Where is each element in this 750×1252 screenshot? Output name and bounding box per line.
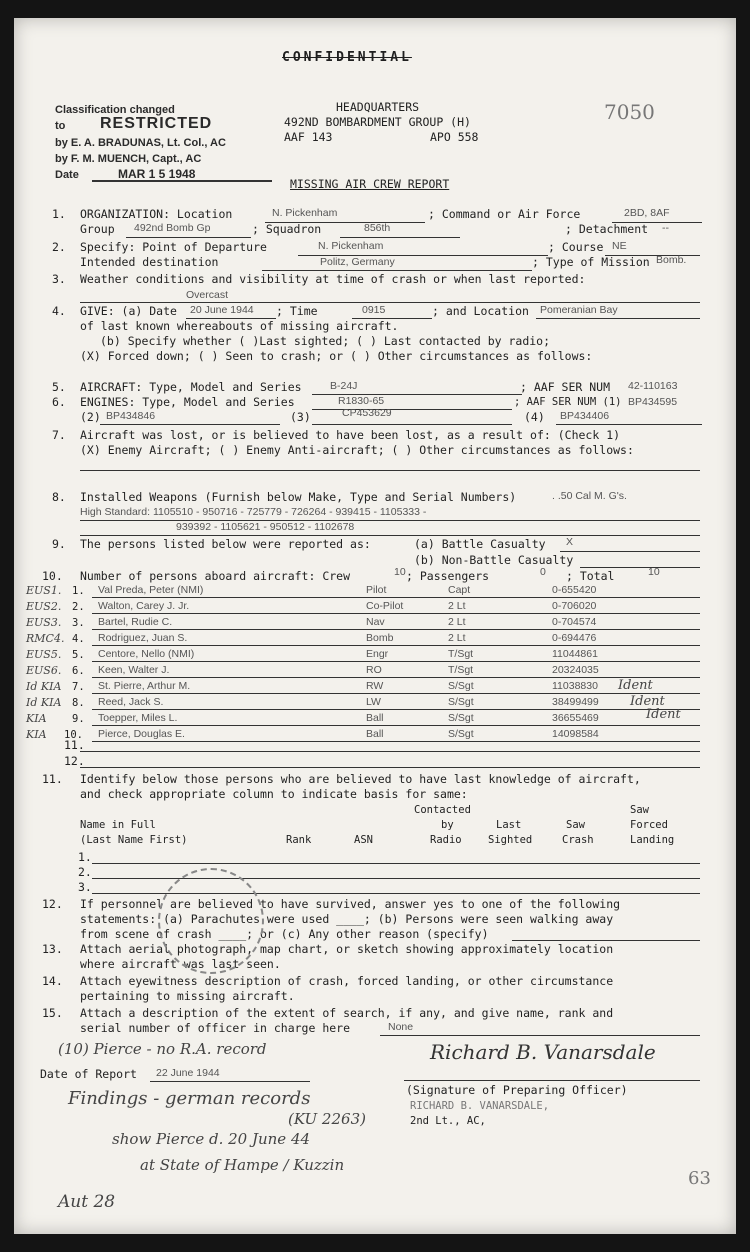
total-label: ; Total [566, 569, 615, 583]
handwritten-note-6: Aut 28 [58, 1192, 116, 1212]
casualty-label: The persons listed below were reported as: [80, 537, 371, 551]
crew-blank-11-line [80, 751, 700, 752]
crew-row-line [92, 613, 700, 614]
sernum-value: 42-110163 [628, 380, 678, 392]
squadron-line [340, 237, 460, 238]
eng2-label: (2) [80, 410, 101, 424]
s11-row1: 1. [78, 850, 92, 864]
crew-asn: 0-655420 [552, 584, 597, 596]
crew-number: 2. [72, 601, 85, 613]
crew-rank: T/Sgt [448, 648, 474, 660]
crew-row-line [92, 725, 700, 726]
mission-label: ; Type of Mission [532, 255, 650, 269]
crew-status-tag: EUS1. [26, 584, 62, 597]
s5-num: 5. [52, 380, 66, 394]
passengers-count: 0 [540, 566, 546, 578]
s11-row3: 3. [78, 880, 92, 894]
h-asn: ASN [354, 834, 373, 846]
weapons-serials-1: High Standard: 1105510 - 950716 - 725779 - 726264 - 939415 - 1105333 - [80, 506, 427, 518]
crew-asn: 11038830 [552, 680, 598, 692]
detachment-label: ; Detachment [565, 222, 649, 236]
s6-num: 6. [52, 395, 66, 409]
crew-number: 7. [72, 681, 85, 693]
h-sighted: Sighted [488, 834, 533, 846]
handwritten-note-3: (KU 2263) [288, 1110, 366, 1128]
crew-rank: 2 Lt [448, 616, 466, 628]
officer-rank: 2nd Lt., AC, [410, 1115, 486, 1127]
s15-line [380, 1035, 700, 1036]
weapons-serials-2: 939392 - 1105621 - 950512 - 1102678 [176, 521, 355, 533]
eng3-value: CP453629 [342, 407, 392, 419]
eng3-label: (3) [290, 410, 311, 424]
crew-name: Pierce, Douglas E. [98, 728, 185, 740]
crew-blank-11: 11. [64, 738, 85, 752]
search-officer-value: None [388, 1021, 414, 1033]
departure-value: N. Pickenham [318, 240, 384, 252]
crew-name: St. Pierre, Arthur M. [98, 680, 191, 692]
crew-status-tag: RMC4. [26, 632, 65, 645]
org-label: ORGANIZATION: Location [80, 207, 233, 221]
eng1-value: BP434595 [628, 396, 678, 408]
sernum-label: ; AAF SER NUM [520, 380, 611, 394]
s14-line1: Attach eyewitness description of crash, forced landing, or other circumstance [80, 974, 614, 988]
signature-line [404, 1080, 700, 1081]
s3-num: 3. [52, 272, 66, 286]
battle-casualty-value: X [566, 536, 574, 548]
h-landing: Landing [630, 834, 675, 846]
persons-aboard-label: Number of persons aboard aircraft: Crew [80, 569, 351, 583]
detachment-value: -- [662, 222, 669, 234]
s15-line1: Attach a description of the extent of search, if any, and give name, rank and [80, 1006, 614, 1020]
h-saw: Saw [566, 819, 585, 831]
crew-row-line [92, 661, 700, 662]
s12-line1: If personnel are believed to have survived, answer yes to one of the following [80, 897, 621, 911]
crew-position: Engr [366, 648, 389, 660]
s15-line2: serial number of officer in charge here [80, 1021, 351, 1035]
passengers-label: ; Passengers [406, 569, 490, 583]
s9-num: 9. [52, 537, 66, 551]
crew-count: 10 [394, 566, 406, 578]
page-number: 7050 [604, 100, 655, 124]
h-forced: Forced [630, 819, 668, 831]
crew-position: Pilot [366, 584, 387, 596]
crew-rank: S/Sgt [448, 680, 474, 692]
crew-row-line [92, 741, 700, 742]
weather-value: Overcast [186, 289, 229, 301]
engines-label: ENGINES: Type, Model and Series [80, 395, 295, 409]
s14-num: 14. [42, 974, 63, 988]
crew-status-tag: EUS2. [26, 600, 62, 613]
s13-line1: Attach aerial photograph, map chart, or sketch showing approximately location [80, 942, 614, 956]
crew-status-tag: KIA [26, 712, 47, 725]
crew-rank: 2 Lt [448, 632, 466, 644]
stamp-rule [92, 180, 272, 182]
ident-note-9: Ident [646, 707, 681, 722]
crew-row-line [92, 645, 700, 646]
destination-value: Politz, Germany [320, 256, 395, 268]
location-value: N. Pickenham [272, 207, 338, 219]
mission-value: Bomb. [656, 254, 687, 266]
crew-blank-12: 12. [64, 754, 85, 768]
hq-label: HEADQUARTERS [336, 100, 420, 114]
group-value: 492nd Bomb Gp [134, 222, 211, 234]
weather-label: Weather conditions and visibility at time of crash or when last reported: [80, 272, 586, 286]
s13-num: 13. [42, 942, 63, 956]
crew-row-line [92, 693, 700, 694]
aaf-number: AAF 143 [284, 130, 333, 144]
engines-value: R1830-65 [338, 395, 385, 407]
s4-line2: of last known whereabouts of missing aircraft. [80, 319, 399, 333]
classification-changed: Classification changed [55, 104, 175, 116]
crew-rank: S/Sgt [448, 712, 474, 724]
s13-line2: where aircraft was last seen. [80, 957, 281, 971]
date-label: GIVE: (a) Date [80, 304, 177, 318]
signature-label: (Signature of Preparing Officer) [406, 1083, 628, 1097]
report-date-label: Date of Report [40, 1067, 137, 1081]
non-battle-line [580, 567, 700, 568]
crew-asn: 14098584 [552, 728, 599, 740]
h-name2: (Last Name First) [80, 834, 188, 846]
crew-asn: 11044861 [552, 648, 598, 660]
weapons-label: Installed Weapons (Furnish below Make, Type and Serial Numbers) [80, 490, 517, 504]
battle-casualty-label: (a) Battle Casualty [414, 537, 546, 551]
crew-number: 10. [64, 729, 83, 741]
crew-status-tag: EUS3. [26, 616, 62, 629]
crew-position: RO [366, 664, 382, 676]
crew-number: 1. [72, 585, 85, 597]
time-value: 0915 [362, 304, 386, 316]
crew-status-tag: Id KIA [26, 696, 62, 709]
crew-asn: 20324035 [552, 664, 599, 676]
crew-row-line [92, 629, 700, 630]
crew-asn: 0-694476 [552, 632, 597, 644]
h-rank: Rank [286, 834, 312, 846]
s12-line2: statements: (a) Parachutes were used ____; (b) Persons were seen walking away [80, 912, 614, 926]
crew-name: Centore, Nello (NMI) [98, 648, 195, 660]
s4-line4: (X) Forced down; ( ) Seen to crash; or ( ) Other circumstances as follows: [80, 349, 593, 363]
destination-line [262, 270, 532, 271]
s2-num: 2. [52, 240, 66, 254]
h-contacted: Contacted [414, 804, 471, 816]
apo-number: APO 558 [430, 130, 479, 144]
weapons-line2 [80, 535, 700, 536]
crew-row-line [92, 597, 700, 598]
handwritten-note-1: (10) Pierce - no R.A. record [58, 1040, 267, 1058]
official-seal [158, 868, 264, 974]
s8-num: 8. [52, 490, 66, 504]
eng3-line [312, 424, 512, 425]
location-label: ; and Location [432, 304, 529, 318]
crew-status-tag: EUS6. [26, 664, 62, 677]
aircraft-value: B-24J [330, 380, 358, 392]
crew-asn: 38499499 [552, 696, 599, 708]
course-label: ; Course [548, 240, 604, 254]
confidential-stamp: CONFIDENTIAL [282, 50, 412, 65]
eng4-line [556, 424, 702, 425]
group-name: 492ND BOMBARDMENT GROUP (H) [284, 115, 471, 129]
command-label: ; Command or Air Force [428, 207, 581, 221]
s7-num: 7. [52, 428, 66, 442]
s12-line [512, 940, 700, 941]
s11-row2: 2. [78, 865, 92, 879]
crew-rank: S/Sgt [448, 728, 474, 740]
crew-row-line [92, 677, 700, 678]
s11-line1: Identify below those persons who are believed to have last knowledge of aircraft, [80, 772, 641, 786]
restricted-stamp: RESTRICTED [100, 115, 213, 132]
crew-position: Ball [366, 712, 384, 724]
h-by: by [441, 819, 454, 831]
crew-name: Toepper, Miles L. [98, 712, 178, 724]
crew-number: 6. [72, 665, 85, 677]
eng4-label: (4) [524, 410, 545, 424]
officer-name: RICHARD B. VANARSDALE, [410, 1100, 550, 1112]
classification-by1: by E. A. BRADUNAS, Lt. Col., AC [55, 137, 226, 149]
crew-status-tag: EUS5. [26, 648, 62, 661]
crash-location-line [536, 318, 700, 319]
eng2-line [100, 424, 280, 425]
s10-num: 10. [42, 569, 63, 583]
crew-position: Co-Pilot [366, 600, 404, 612]
s1-num: 1. [52, 207, 66, 221]
crash-location-value: Pomeranian Bay [540, 304, 618, 316]
time-label: ; Time [276, 304, 318, 318]
report-date-value: 22 June 1944 [156, 1067, 220, 1079]
s4-line3: (b) Specify whether ( )Last sighted; ( ) Last contacted by radio; [100, 334, 551, 348]
s11-num: 11. [42, 772, 63, 786]
command-value: 2BD, 8AF [624, 207, 670, 219]
crew-name: Bartel, Rudie C. [98, 616, 173, 628]
battle-casualty-line [560, 551, 700, 552]
s12-num: 12. [42, 897, 63, 911]
ident-note-8: Ident [630, 694, 665, 709]
crew-rank: 2 Lt [448, 600, 466, 612]
h-crash: Crash [562, 834, 594, 846]
crew-number: 5. [72, 649, 85, 661]
crew-position: Bomb [366, 632, 394, 644]
s4-num: 4. [52, 304, 66, 318]
s7-line [80, 470, 700, 471]
crew-rank: Capt [448, 584, 471, 596]
s11-line2: and check appropriate column to indicate basis for same: [80, 787, 468, 801]
h-name1: Name in Full [80, 819, 156, 831]
crew-rank: T/Sgt [448, 664, 474, 676]
report-date-line [150, 1081, 310, 1082]
crew-asn: 0-706020 [552, 600, 597, 612]
aircraft-label: AIRCRAFT: Type, Model and Series [80, 380, 302, 394]
departure-label: Specify: Point of Departure [80, 240, 267, 254]
crew-status-tag: KIA [26, 728, 47, 741]
crew-name: Keen, Walter J. [98, 664, 170, 676]
eng-sernum-label: ; AAF SER NUM (1) [514, 396, 622, 408]
page-corner-number: 63 [688, 1168, 711, 1189]
s7-line1: Aircraft was lost, or is believed to have been lost, as a result of: (Check 1) [80, 428, 621, 442]
crew-position: RW [366, 680, 384, 692]
crew-number: 3. [72, 617, 85, 629]
crew-number: 4. [72, 633, 85, 645]
non-battle-label: (b) Non-Battle Casualty [414, 553, 574, 567]
course-value: NE [612, 240, 627, 252]
s11-row1-line [92, 863, 700, 864]
crew-position: Nav [366, 616, 385, 628]
crew-rank: S/Sgt [448, 696, 474, 708]
h-radio: Radio [430, 834, 462, 846]
classification-date: MAR 1 5 1948 [118, 167, 196, 181]
crew-status-tag: Id KIA [26, 680, 62, 693]
crew-position: Ball [366, 728, 384, 740]
classification-by2: by F. M. MUENCH, Capt., AC [55, 153, 202, 165]
date-value: 20 June 1944 [190, 304, 254, 316]
handwritten-note-5: at State of Hampe / Kuzzin [140, 1156, 345, 1174]
ident-note-7: Ident [618, 678, 653, 693]
handwritten-note-2: Findings - german records [68, 1088, 311, 1109]
weather-line [80, 302, 700, 303]
squadron-value: 856th [364, 222, 391, 234]
crew-name: Val Preda, Peter (NMI) [98, 584, 204, 596]
h-last: Last [496, 819, 522, 831]
crew-name: Reed, Jack S. [98, 696, 164, 708]
crew-name: Rodriguez, Juan S. [98, 632, 188, 644]
crew-asn: 36655469 [552, 712, 599, 724]
classification-date-label: Date [55, 169, 79, 181]
weapons-caliber: . .50 Cal M. G's. [552, 490, 627, 502]
crew-position: LW [366, 696, 381, 708]
crew-number: 8. [72, 697, 85, 709]
crew-number: 9. [72, 713, 85, 725]
s14-line2: pertaining to missing aircraft. [80, 989, 295, 1003]
crew-blank-12-line [80, 767, 700, 768]
crew-name: Walton, Carey J. Jr. [98, 600, 190, 612]
officer-signature: Richard B. Vanarsdale [430, 1040, 656, 1064]
crew-row-line [92, 709, 700, 710]
s7-line2: (X) Enemy Aircraft; ( ) Enemy Anti-aircraft; ( ) Other circumstances as follows: [80, 443, 634, 457]
eng2-value: BP434846 [106, 410, 156, 422]
group-line [126, 237, 251, 238]
handwritten-note-4: show Pierce d. 20 June 44 [112, 1130, 311, 1148]
total-count: 10 [648, 566, 660, 578]
crew-asn: 0-704574 [552, 616, 597, 628]
s12-line3: from scene of crash ____; or (c) Any other reason (specify) [80, 927, 489, 941]
weapons-line1 [80, 520, 700, 521]
group-label: Group [80, 222, 115, 236]
destination-label: Intended destination [80, 255, 219, 269]
eng4-value: BP434406 [560, 410, 610, 422]
s15-num: 15. [42, 1006, 63, 1020]
h-saw-forced: Saw [630, 804, 649, 816]
squadron-label: ; Squadron [252, 222, 322, 236]
report-title: MISSING AIR CREW REPORT [290, 177, 450, 191]
classification-to: to [55, 120, 66, 132]
